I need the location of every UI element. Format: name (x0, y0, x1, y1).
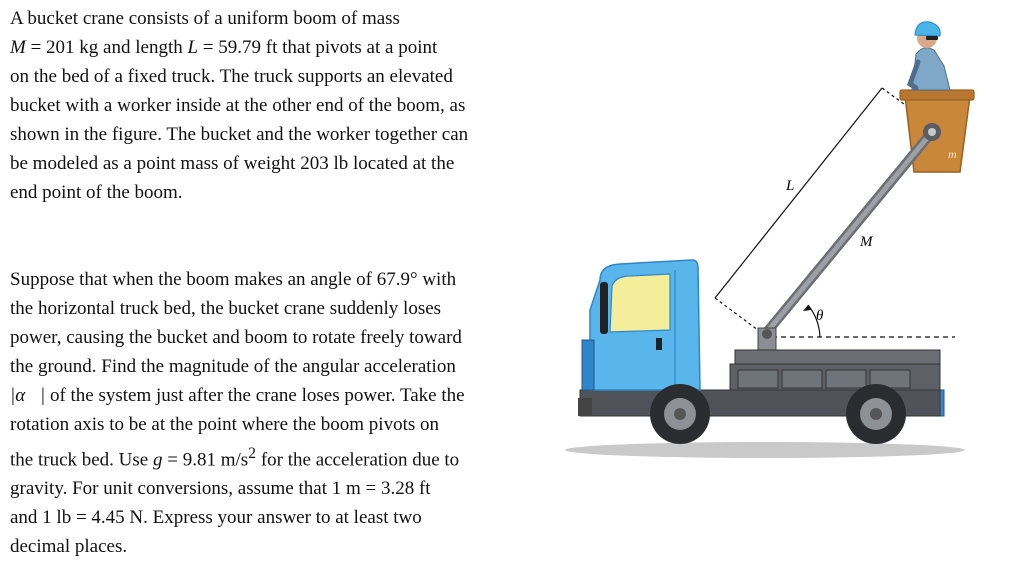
p2-line-2: the horizontal truck bed, the bucket crane suddenly loses (10, 298, 442, 319)
p2-line-3: power, causing the bucket and boom to rotate freely toward (10, 327, 462, 348)
p1-line-6: be modeled as a point mass of weight 203 lb located at the (10, 153, 455, 174)
ground-shadow (565, 442, 965, 458)
p2-line-5: of the system just after the crane loses power. Take the (45, 385, 465, 406)
worker-figure (910, 22, 950, 90)
problem-paragraph-2 (10, 265, 510, 561)
p1-line-3: on the bed of a fixed truck. The truck supports an elevated (10, 66, 453, 87)
p2-line-7b: = 9.81 m/s (162, 449, 249, 471)
gravity-symbol: g (152, 449, 163, 471)
p1-line-4: bucket with a worker inside at the other end of the boom, as (10, 95, 466, 116)
boom-mass-label: M (860, 234, 873, 250)
boom-arm (767, 123, 941, 332)
p1-length-value: = 59.79 ft that pivots at a point (198, 37, 438, 58)
problem-text (10, 4, 510, 561)
p2-line-8: gravity. For unit conversions, assume that 1 m = 3.28 ft (10, 478, 431, 500)
p2-line-9: and 1 lb = 4.45 N. Express your answer to at least two (10, 507, 422, 529)
paragraph-spacer (10, 207, 510, 265)
p1-mass-value: = 201 kg and length (25, 37, 188, 58)
length-symbol: L (187, 37, 199, 58)
theta-label: θ (816, 308, 824, 324)
alpha-symbol: |α⃗| (10, 385, 46, 406)
length-label: L (786, 178, 795, 194)
rear-wheel (846, 384, 906, 444)
problem-paragraph-1 (10, 4, 510, 207)
p1-line-7: end point of the boom. (10, 182, 183, 203)
pivot-mount (758, 328, 776, 350)
p2-line-1: Suppose that when the boom makes an angle of 67.9° with (10, 269, 457, 290)
p2-line-10: decimal places. (10, 536, 128, 558)
angle-arrowhead (803, 305, 811, 311)
p2-line-6: rotation axis to be at the point where the boom pivots on (10, 414, 440, 435)
mass-symbol: M (10, 37, 26, 58)
exponent: 2 (248, 445, 257, 462)
bucket-crane-figure (560, 10, 1000, 480)
front-wheel (650, 384, 710, 444)
p2-line-7a: the truck bed. Use (10, 449, 153, 471)
p2-line-7c: for the acceleration due to (256, 449, 460, 471)
p2-line-4: the ground. Find the magnitude of the angular acceleration (10, 356, 456, 377)
p1-line-5: shown in the figure. The bucket and the worker together can (10, 124, 469, 145)
length-dimension (715, 88, 934, 336)
p1-line-1: A bucket crane consists of a uniform boom of mass (10, 8, 400, 29)
bucket-mass-label: m (948, 147, 957, 161)
crane-diagram (560, 10, 1000, 480)
